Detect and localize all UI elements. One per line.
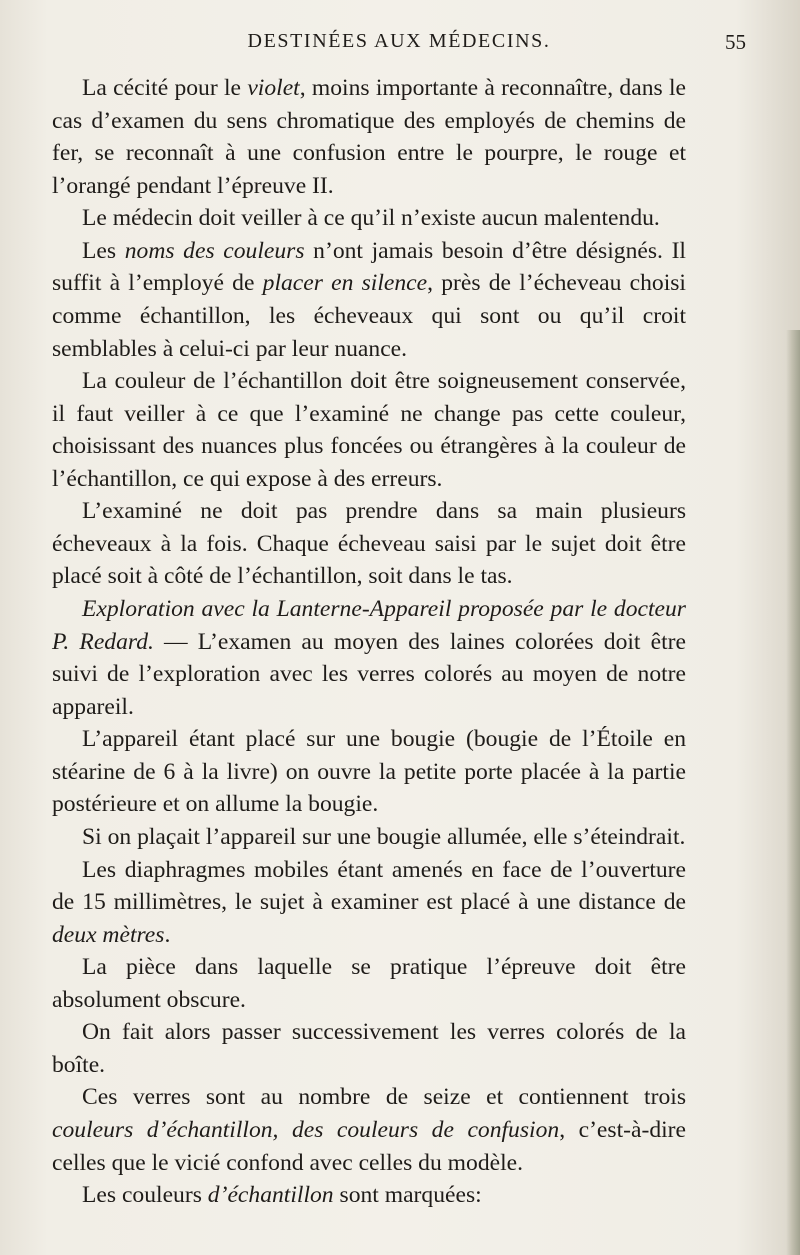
paragraph: La cécité pour le violet, moins importante à reconnaître, dans le cas d’examen du sens chromatique des employés de chemins de fer, se reconnaît à une confusion entre le pourpre, le rouge et l’orangé pendant l’épreuve II. (52, 75, 686, 199)
paragraph: L’appareil étant placé sur une bougie (bougie de l’Étoile en stéarine de 6 à la livre) on ouvre la petite porte placée à la partie postérieure et on allume la bougie. (52, 726, 686, 818)
paragraph: Ces verres sont au nombre de seize et contiennent trois couleurs d’échantillon, des couleurs de confusion, c’est-à-dire celles que le vicié confond avec celles du modèle. (52, 1084, 687, 1176)
section-heading: Exploration avec la Lanterne-Appareil proposée par le docteur P. Redard. (52, 596, 686, 655)
paragraph: La couleur de l’échantillon doit être soigneusement conservée, il faut veiller à ce que l’examiné ne change pas cette couleur, choisissant des nuances plus foncées ou étrangères à la couleur de l’échantillon, ce qui expose à des erreurs. (52, 368, 686, 492)
running-title: DESTINÉES AUX MÉDECINS. (247, 30, 551, 52)
body-text (52, 72, 686, 1212)
page-edge-shadow (786, 330, 800, 1255)
paragraph: Exploration avec la Lanterne-Appareil proposée par le docteur P. Redard. — L’examen au moyen des laines colorées doit être suivi de l’exploration avec les verres colorés au moyen de notre appareil. (52, 596, 686, 720)
paragraph: Les diaphragmes mobiles étant amenés en face de l’ouverture de 15 millimètres, le sujet à examiner est placé à une distance de deux mètres. (52, 856, 686, 948)
paragraph: Le médecin doit veiller à ce qu’il n’existe aucun malentendu. (82, 205, 660, 232)
paragraph: Si on plaçait l’appareil sur une bougie allumée, elle s’éteindrait. (82, 823, 686, 850)
paragraph: L’examiné ne doit pas prendre dans sa main plusieurs écheveaux à la fois. Chaque écheveau saisi par le sujet doit être placé soit à côté de l’échantillon, soit dans le tas. (52, 498, 686, 590)
page-header (52, 30, 746, 60)
paragraph: La pièce dans laquelle se pratique l’épreuve doit être absolument obscure. (52, 954, 686, 1013)
paragraph: Les noms des couleurs n’ont jamais besoin d’être désignés. Il suffit à l’employé de placer en silence, près de l’écheveau choisi comme échantillon, les écheveaux qui sont ou qu’il croit semblables à celui-ci par leur nuance. (52, 237, 686, 362)
paragraph: On fait alors passer successivement les verres colorés de la boîte. (52, 1019, 686, 1078)
paragraph: Les couleurs d’échantillon sont marquées: (82, 1182, 482, 1209)
page-number: 55 (725, 30, 746, 54)
